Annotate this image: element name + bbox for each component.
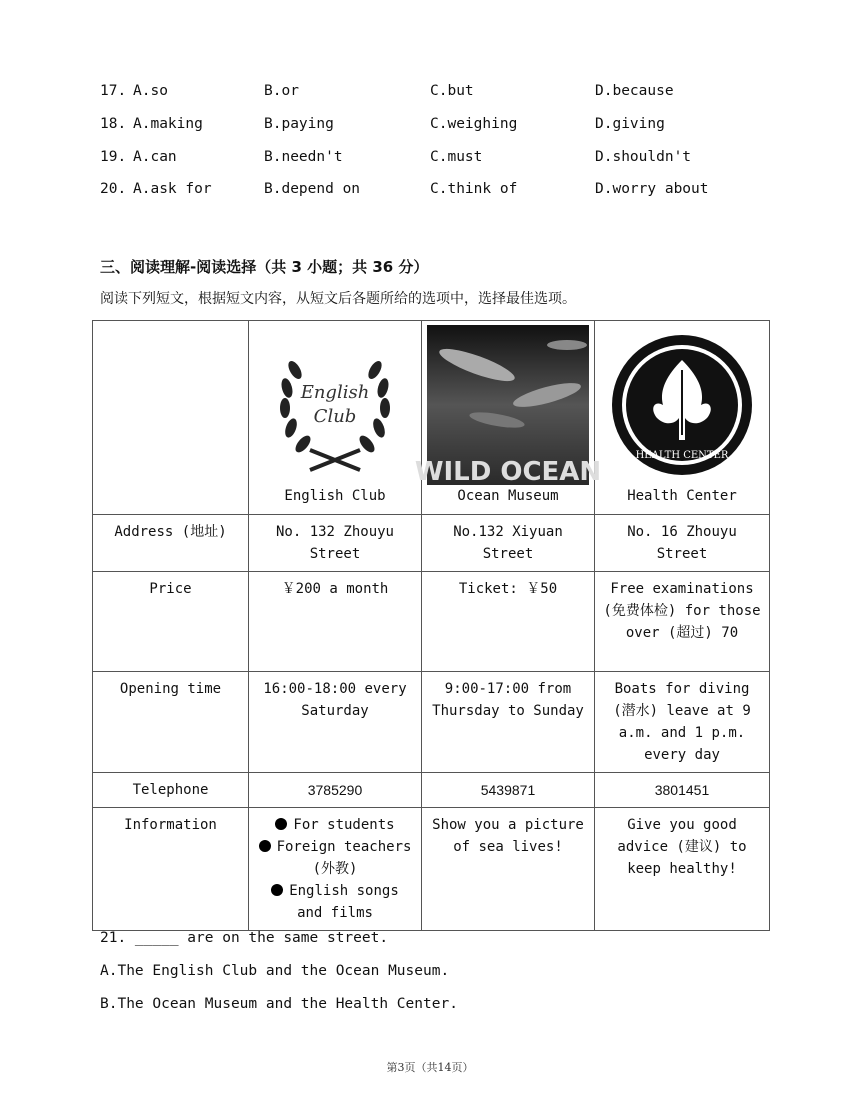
cell-health-center: No. 16 Zhouyu Street	[595, 515, 770, 572]
option-b: B.needn't	[264, 149, 343, 165]
option-b: B.or	[264, 83, 299, 99]
price-row	[93, 572, 770, 672]
option-c: C.but	[430, 83, 474, 99]
question-number: 17.	[100, 83, 127, 99]
option-d: D.shouldn't	[595, 149, 692, 165]
address-row	[93, 515, 770, 572]
option-d: D.because	[595, 83, 674, 99]
row-label: Price	[93, 572, 249, 672]
cell-ocean-museum: 9:00-17:00 from Thursday to Sunday	[422, 672, 595, 773]
answer-option-b: B.The Ocean Museum and the Health Center.	[100, 996, 458, 1012]
question-stem: 21. _____ are on the same street.	[100, 930, 389, 946]
cell-english-club: ￥200 a month	[249, 572, 422, 672]
cell-health-center: Give you good advice (建议) to keep healthy!	[595, 808, 770, 931]
question-number: 20.	[100, 181, 127, 197]
wild-ocean-image	[414, 325, 602, 487]
english-club-header: English Club	[284, 488, 386, 504]
health-center-logo	[601, 325, 763, 485]
question-number: 18.	[100, 116, 127, 132]
svg-text:WILD OCEAN: WILD OCEAN	[414, 457, 602, 487]
svg-text:HEALTH CENTER: HEALTH CENTER	[635, 450, 729, 461]
row-label: Address (地址)	[93, 515, 249, 572]
list-item: For students	[255, 814, 415, 836]
ocean-museum-header: Ocean Museum	[457, 488, 559, 504]
logo-row	[93, 321, 770, 515]
row-label: Telephone	[93, 773, 249, 808]
list-item: Foreign teachers (外教)	[255, 836, 415, 880]
option-c: C.must	[430, 149, 483, 165]
row-label: Information	[93, 808, 249, 931]
option-c: C.think of	[430, 181, 518, 197]
option-a: A.can	[133, 149, 177, 165]
section-title: 三、阅读理解-阅读选择（共 3 小题；共 36 分）	[100, 258, 429, 276]
row-label: Opening time	[93, 672, 249, 773]
cell-health-center: Free examinations (免费体检) for those over (超过) 70	[595, 572, 770, 672]
option-b: B.paying	[264, 116, 334, 132]
health-center-header: Health Center	[627, 488, 737, 504]
empty-corner-cell	[93, 321, 249, 515]
cell-english-club: 3785290	[249, 773, 422, 808]
telephone-row	[93, 773, 770, 808]
section-instruction: 阅读下列短文，根据短文内容，从短文后各题所给的选项中，选择最佳选项。	[100, 291, 576, 307]
option-d: D.giving	[595, 116, 665, 132]
cell-ocean-museum: No.132 Xiyuan Street	[422, 515, 595, 572]
cell-health-center: 3801451	[595, 773, 770, 808]
english-club-logo	[255, 325, 415, 485]
answer-option-a: A.The English Club and the Ocean Museum.	[100, 963, 450, 979]
question-number: 19.	[100, 149, 127, 165]
cell-english-club: No. 132 Zhouyu Street	[249, 515, 422, 572]
cell-ocean-museum: 5439871	[422, 773, 595, 808]
cell-health-center: Boats for diving (潜水) leave at 9 a.m. and 1 p.m. every day	[595, 672, 770, 773]
information-row	[93, 808, 770, 931]
cell-ocean-museum: Ticket: ￥50	[422, 572, 595, 672]
ocean-museum-cell	[414, 321, 602, 515]
option-c: C.weighing	[430, 116, 518, 132]
cell-ocean-museum: Show you a picture of sea lives!	[422, 808, 595, 931]
page-footer: 第3页（共14页）	[386, 1061, 474, 1074]
svg-text:English: English	[300, 382, 370, 403]
english-club-cell	[249, 321, 422, 515]
option-a: A.so	[133, 83, 168, 99]
info-table	[92, 320, 770, 931]
option-b: B.depend on	[264, 181, 361, 197]
option-d: D.worry about	[595, 181, 709, 197]
option-a: A.making	[133, 116, 203, 132]
option-a: A.ask for	[133, 181, 212, 197]
opening-time-row	[93, 672, 770, 773]
cell-english-club	[249, 808, 422, 931]
bullet-icon	[271, 884, 283, 896]
svg-text:Club: Club	[313, 406, 357, 427]
health-center-cell	[595, 321, 770, 515]
bullet-icon	[275, 818, 287, 830]
list-item: English songs and films	[255, 880, 415, 924]
cell-english-club: 16:00-18:00 every Saturday	[249, 672, 422, 773]
bullet-icon	[259, 840, 271, 852]
